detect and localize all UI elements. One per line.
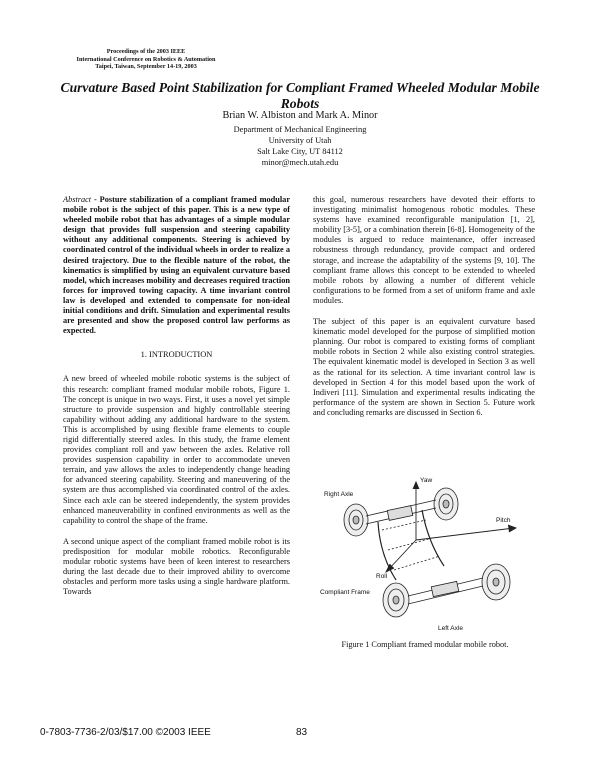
label-pitch: Pitch [496, 517, 511, 524]
label-compliant-frame: Compliant Frame [320, 589, 370, 596]
proceedings-line: Taipei, Taiwan, September 14-19, 2003 [95, 63, 197, 71]
paper-title: Curvature Based Point Stabilization for Compliant Framed Wheeled Modular Mobile Robots [60, 80, 540, 111]
body-paragraph: A second unique aspect of the compliant framed mobile robot is its predisposition for modular mobile robotics. Reconfigurable modular robotic systems have been of keen interest to researchers during the last decade due to their improved ability to overcome obstacles and perform more tasks using a single hardware platform. Towards [63, 536, 290, 597]
right-column [313, 195, 535, 429]
affiliation [150, 124, 450, 168]
department: Department of Mechanical Engineering [233, 125, 367, 134]
paper-authors: Brian W. Albiston and Mark A. Minor [222, 110, 378, 121]
proceedings-header [56, 48, 236, 71]
section-heading-introduction: 1. INTRODUCTION [140, 350, 213, 360]
left-axle [383, 564, 510, 617]
footer-copyright: 0-7803-7736-2/03/$17.00 ©2003 IEEE [40, 727, 211, 738]
city: Salt Lake City, UT 84112 [257, 147, 343, 156]
abstract-label: Abstract [63, 195, 92, 204]
body-paragraph: The subject of this paper is an equivalent curvature based kinematic model developed for the purpose of simplified motion planning. Our robot is compared to existing forms of compliant mobile robots in Section 2 while also existing control strategies. The equivalent kinematic model is developed in Section 3 as well as the rational for its selection. A time invariant control law is developed in Section 4 for this model based upon the work of Indiveri [11]. Simulation and experimental results indicating the performance of the system are shown in Section 5. Future work and concluding remarks are discussed in Section 6. [313, 317, 535, 417]
abstract [63, 195, 290, 336]
proceedings-line: International Conference on Robotics & Automation [76, 55, 216, 63]
label-left-axle: Left Axle [438, 625, 463, 632]
email: minor@mech.utah.edu [261, 158, 339, 167]
proceedings-line: Proceedings of the 2003 IEEE [106, 48, 186, 55]
right-axle [344, 488, 458, 536]
figure-robot [318, 470, 532, 640]
university: University of Utah [268, 136, 332, 145]
body-paragraph: this goal, numerous researchers have devoted their efforts to investigating minimalist homogenous robotic modules. These systems have examined reconfigurable manipulation [1, 2], mobility [3-5], or a combination therein [6-8]. Homogeneity of the modules is argued to reduce maintenance, offer increased robustness through redundancy, provide compact and ordered storage, and increase the adaptability of the systems [9, 10]. The compliant frame allows this concept to be extended to wheeled mobile robots by allowing a number of different vehicle configurations to be formed from a set of uniform frame and axle modules. [313, 195, 535, 305]
abstract-text: - Posture stabilization of a compliant framed modular mobile robot is the subject of this paper. This is a new type of wheeled mobile robot that has advantages of a simple modular design that provides full suspension and steering capability without any additional components. Steering is achieved by coordinated control of the individual wheels in order to realize a desired trajectory. Due to the flexible nature of the robot, the kinematics is simplified by using an equivalent curvature based model, which increases mobility and decreases required traction forces for improved towing capacity. A time invariant control law is developed and extended to compensate for non-ideal initial conditions and drift. Simulation and experimental results are presented and show the proposed control law performs as expected. [63, 195, 290, 336]
label-right-axle: Right Axle [324, 491, 354, 498]
figure-caption: Figure 1 Compliant framed modular mobile robot. [341, 640, 509, 649]
label-yaw: Yaw [420, 477, 433, 484]
robot-illustration [318, 470, 532, 640]
label-roll: Roll [376, 573, 388, 580]
left-column [63, 195, 290, 608]
body-paragraph: A new breed of wheeled mobile robotic systems is the subject of this research: compliant framed modular mobile robots, Figure 1. The concept is unique in two ways. First, it uses a novel yet simple structure to provide suspension and highly controllable steering capability without adding any additional hardware to the system. This is accomplished by using flexible frame elements to couple rigid differentially steered axles. In this study, the frame element provides compliant roll and yaw between the axles. Relative roll provides suspension capability in order to accommodate uneven terrain, and yaw allows the axles to independently change heading for advanced steering capability. Steering and maneuvering of the system are thus accomplished via coordinated control of the axles. Since each axle can be steered independently, the system provides enhanced maneuverability in confined environments as well as the capability to control the shape of the frame. [63, 374, 290, 525]
page-number: 83 [296, 727, 308, 738]
